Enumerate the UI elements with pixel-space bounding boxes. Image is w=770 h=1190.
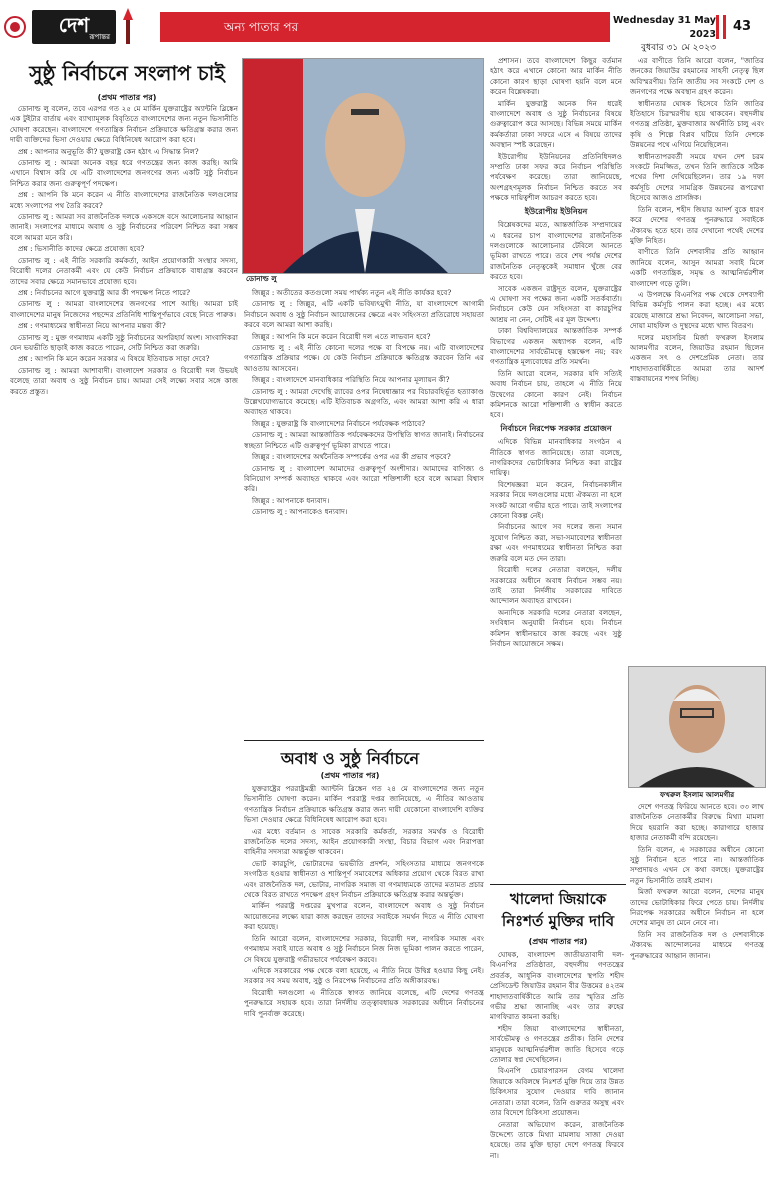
flag-circle-icon [4, 16, 26, 38]
paragraph: ডোনাল্ড লু : আমরা অনেক বছর ধরে গণতন্ত্রের জন্য কাজ করছি। আমি এখানে বিশ্বাস করি যে এটি বাংলাদেশের জনগণের জন্য একটি সুষ্ঠু নির্বাচন নিশ্চিত করার জন্য গুরুত্বপূর্ণ পদক্ষেপ। [10, 158, 238, 188]
paragraph: প্রশ্ন : আপনি কি মনে করেন সরকার এ বিষয়ে ইতিবাচক সাড়া দেবে? [18, 354, 210, 364]
article-e-body-continued [630, 802, 764, 1180]
portrait-placeholder-icon [243, 59, 483, 273]
paragraph: ঢাকা বিশ্ববিদ্যালয়ের আন্তর্জাতিক সম্পর্ক বিভাগের একজন অধ্যাপক বলেন, এটি বাংলাদেশের সার্বভৌমত্বে হস্তক্ষেপ নয়; বরং গণতান্ত্রিক মূল্যবোধের প্রতি সমর্থন। [490, 326, 622, 367]
paragraph: ডোনাল্ড লু : বাংলাদেশ আমাদের গুরুত্বপূর্ণ অংশীদার। আমাদের বাণিজ্য ও বিনিয়োগ সম্পর্ক অব্যাহত থাকবে এবং আরো শক্তিশালী হবে বলে আমরা বিশ্বাস করি। [244, 463, 484, 494]
paragraph: ডোনাল্ড লু : আপনাকেও ধন্যবাদ। [252, 507, 348, 517]
article-c-subhead: (প্রথম পাতার পর) [528, 937, 588, 946]
paragraph: ঘোষক, বাংলাদেশ জাতীয়তাবাদী দল-বিএনপির প্রতিষ্ঠাতা, বহুদলীয় গণতন্ত্রের প্রবর্তক, আধুনিক বাংলাদেশের স্থপতি শহীদ প্রেসিডেন্ট জিয়াউর রহমান বীর উত্তমের ৪২তম শাহাদাতবার্ষিকীতে আমি তার স্মৃতির প্রতি গভীর শ্রদ্ধা জানাচ্ছি এবং তার রুহের মাগফিরাত কামনা করছি। [490, 950, 624, 1022]
paragraph: প্রশ্ন : নির্বাচনের আগে যুক্তরাষ্ট্র আর কী পদক্ষেপ নিতে পারে? [18, 287, 190, 297]
portrait-placeholder-icon [629, 667, 765, 787]
article-b-body [244, 784, 484, 1180]
paragraph: প্রশ্ন : আপনার অনুভূতি কী? যুক্তরাষ্ট্র কেন হঠাৎ এ সিদ্ধান্ত নিল? [18, 146, 199, 156]
article-b-subhead: (প্রথম পাতার পর) [320, 771, 380, 780]
paragraph: ডোনাল্ড লু : আমরা বাংলাদেশের জনগণের পাশে আছি। আমরা চাই বাংলাদেশের মানুষ নিজেদের পছন্দের প্রতিনিধি শান্তিপূর্ণভাবে বেছে নিতে পারুক। [10, 299, 238, 319]
paragraph: বিএনপি চেয়ারপারসন বেগম খালেদা জিয়াকে অবিলম্বে নিঃশর্ত মুক্তি দিয়ে তার উন্নত চিকিৎসার সুযোগ দেওয়ার দাবি জানান নেতারা। তারা বলেন, তিনি গুরুতর অসুস্থ এবং তার বিদেশে চিকিৎসা প্রয়োজন। [490, 1066, 624, 1118]
paragraph: এদিকে সরকারের পক্ষ থেকে বলা হয়েছে, এ নীতি নিয়ে উদ্বিগ্ন হওয়ার কিছু নেই। সরকার সব সময় অবাধ, সুষ্ঠু ও নিরপেক্ষ নির্বাচনের প্রতি অঙ্গীকারবদ্ধ। [244, 965, 484, 986]
photo-caption-fakhrul: ফখরুল ইসলাম আলমগীর [660, 790, 735, 799]
newspaper-logo[interactable] [32, 10, 116, 44]
paragraph: ইউরোপীয় ইউনিয়নের প্রতিনিধিদলও সম্প্রতি ঢাকা সফর করে নির্বাচন পরিস্থিতি পর্যবেক্ষণ করেছে। তারা জানিয়েছে, অংশগ্রহণমূলক নির্বাচন নিশ্চিত করতে সব পক্ষকে দায়িত্বশীল আচরণ করতে হবে। [490, 151, 622, 203]
photo-caption-donald-lu: ডোনাল্ড লু [246, 274, 277, 283]
paragraph: বিশেষজ্ঞরা মনে করেন, নির্বাচনকালীন সরকার নিয়ে দলগুলোর মধ্যে ঐকমত্য না হলে সংকট আরো গভীর হতে পারে। তাই সংলাপের কোনো বিকল্প নেই। [490, 479, 622, 521]
paragraph: জিল্লুর : বাংলাদেশে মানবাধিকার পরিস্থিতি নিয়ে আপনার মূল্যায়ন কী? [252, 375, 450, 385]
paragraph: স্বাধীনতার ঘোষক হিসেবে তিনি জাতির ইতিহাসে চিরস্মরণীয় হয়ে থাকবেন। বহুদলীয় গণতন্ত্র প্রতিষ্ঠা, মুক্তবাজার অর্থনীতি চালু এবং কৃষি ও শিল্পে বিপ্লব ঘটিয়ে তিনি দেশকে উন্নয়নের পথে এগিয়ে নিয়েছিলেন। [630, 98, 764, 150]
paragraph: যুক্তরাষ্ট্রের পররাষ্ট্রমন্ত্রী অ্যান্টনি ব্লিঙ্কেন গত ২৪ মে বাংলাদেশের জন্য নতুন ভিসানীতি ঘোষণা করেন। মার্কিন পররাষ্ট্র দপ্তর জানিয়েছে, এ নীতির আওতায় গণতান্ত্রিক নির্বাচন প্রক্রিয়াকে ক্ষতিগ্রস্ত করার জন্য দায়ী যেকোনো বাংলাদেশি ব্যক্তির ভিসা দেওয়ার ক্ষেত্রে বিধিনিষেধ আরোপ করা হবে। [244, 784, 484, 825]
paragraph: ডোনাল্ড লু : এই নীতি কোনো দলের পক্ষে বা বিপক্ষে নয়। এটি বাংলাদেশের গণতান্ত্রিক প্রক্রিয়ার পক্ষে। যে কেউ নির্বাচন প্রক্রিয়াকে ক্ষতিগ্রস্ত করবেন তিনি এর আওতায় আসবেন। [244, 343, 484, 373]
paragraph: বাণীতে তিনি দেশবাসীর প্রতি আহ্বান জানিয়ে বলেন, আসুন আমরা সবাই মিলে একটি গণতান্ত্রিক, সমৃদ্ধ ও আত্মনির্ভরশীল বাংলাদেশ গড়ে তুলি। [630, 247, 764, 288]
article-c-headline-line1: খালেদা জিয়াকে [509, 890, 607, 908]
paragraph: ডোনাল্ড লু : আমরা সব রাজনৈতিক দলকে একসঙ্গে বসে আলোচনার আহ্বান জানাই। সংলাপের মাধ্যমে অবাধ ও সুষ্ঠু নির্বাচনের পরিবেশ নিশ্চিত করা সম্ভব বলে আমরা মনে করি। [10, 212, 238, 242]
paragraph: ডোনাল্ড লু বলেন, তবে এরপর গত ২৫ মে মার্কিন যুক্তরাষ্ট্রের অ্যান্টনি ব্লিঙ্কেন এক টুইটার বার্তায় এবং ব্যাখ্যামূলক বিবৃতিতে বাংলাদেশের জন্য নতুন ভিসানীতি ঘোষণা করেছেন। বাংলাদেশে গণতান্ত্রিক নির্বাচন প্রক্রিয়াকে ক্ষতিগ্রস্ত করার জন্য দায়ী ব্যক্তিদের ভিসা দেওয়ার ক্ষেত্রে বিধিনিষেধ আরোপ করা হবে। [10, 104, 238, 145]
page-marker-icon [716, 15, 726, 39]
article-a-column-1 [10, 104, 238, 1180]
fakhrul-islam-alamgir-photo [628, 666, 766, 788]
donald-lu-photo [242, 58, 484, 274]
paragraph: ডোনাল্ড লু : এই নীতি সরকারি কর্মকর্তা, আইন প্রয়োগকারী সংস্থার সদস্য, বিরোধী দলের নেতাকর্মী এবং যে কেউ নির্বাচন প্রক্রিয়াকে বাধাগ্রস্ত করবেন তাদের সবার ক্ষেত্রে সমানভাবে প্রযোজ্য হবে। [10, 255, 238, 286]
article-a-headline: সুষ্ঠু নির্বাচনে সংলাপ চাই [29, 61, 225, 85]
paragraph: স্বাধীনতাপরবর্তী সময়ে যখন দেশ চরম সংকটে নিমজ্জিত, তখন তিনি জাতিকে সঠিক পথের দিশা দেখিয়েছিলেন। তার ১৯ দফা কর্মসূচি দেশের সামগ্রিক উন্নয়নের রূপরেখা হিসেবে আজও প্রাসঙ্গিক। [630, 151, 764, 203]
paragraph: প্রশ্ন : ভিসানীতি কাদের ক্ষেত্রে প্রযোজ্য হবে? [18, 244, 145, 254]
divider [244, 740, 484, 741]
section-heading-eu: ইউরোপীয় ইউনিয়ন [524, 206, 588, 216]
paragraph: জিল্লুর : বাংলাদেশের অর্থনৈতিক সম্পর্কের ওপর এর কী প্রভাব পড়বে? [252, 452, 451, 462]
paragraph: তিনি আরো বলেন, সরকার যদি সত্যিই অবাধ নির্বাচন চায়, তাহলে এ নীতি নিয়ে উদ্বেগের কোনো কারণ নেই। নির্বাচন কমিশনকে আরো শক্তিশালী ও স্বাধীন করতে হবে। [490, 368, 622, 420]
paragraph: অন্যদিকে সরকারি দলের নেতারা বলছেন, সংবিধান অনুযায়ী নির্বাচন হবে। নির্বাচন কমিশন স্বাধীনভাবে কাজ করছে এবং সুষ্ঠু নির্বাচন আয়োজনে সক্ষম। [490, 607, 622, 648]
section-band-label: অন্য পাতার পর [224, 20, 299, 34]
article-c-body [490, 950, 624, 1180]
paragraph: নির্বাচনের আগে সব দলের জন্য সমান সুযোগ নিশ্চিত করা, সভা-সমাবেশের স্বাধীনতা রক্ষা এবং গণমাধ্যমের স্বাধীনতা নিশ্চিত করা জরুরি বলে মত দেন তারা। [490, 522, 622, 563]
paragraph: জিল্লুর : আপনি কি মনে করেন বিরোধী দল এতে লাভবান হবে? [252, 331, 431, 341]
issue-date-bangla: বুধবার ৩১ মে ২০২৩ [641, 43, 716, 53]
paragraph: প্রশাসন। তবে বাংলাদেশে কিছুর বর্তমান হঠাৎ করে এখানে কোনো আর মার্কিন নীতি কোনো কারণ ছাড়া ঘোষণা হয়নি বলে মনে করেন বিশ্লেষকরা। [490, 56, 622, 97]
divider [490, 884, 626, 885]
article-a-column-2 [244, 288, 484, 736]
paragraph: বিরোধী দলের নেতারা বলছেন, দলীয় সরকারের অধীনে অবাধ নির্বাচন সম্ভব নয়। তাই তারা নির্দলীয় সরকারের দাবিতে আন্দোলন অব্যাহত রাখবেন। [490, 565, 622, 606]
paragraph: প্রশ্ন : আপনি কি মনে করেন এ নীতি বাংলাদেশের রাজনৈতিক দলগুলোর মধ্যে সংলাপের পথ তৈরি করবে? [10, 190, 238, 210]
issue-date-english: Wednesday 31 May 2023 [613, 15, 716, 40]
paragraph: এ উপলক্ষে বিএনপির পক্ষ থেকে দেশব্যাপী বিভিন্ন কর্মসূচি পালন করা হচ্ছে। এর মধ্যে রয়েছে মাজারে শ্রদ্ধা নিবেদন, আলোচনা সভা, দোয়া মাহফিল ও দুস্থদের মধ্যে খাদ্য বিতরণ। [630, 289, 764, 331]
paragraph: তিনি সব রাজনৈতিক দল ও দেশবাসীকে ঐক্যবদ্ধ আন্দোলনের মাধ্যমে গণতন্ত্র পুনরুদ্ধারের আহ্বান জানান। [630, 929, 764, 960]
paragraph: সাবেক একজন রাষ্ট্রদূত বলেন, যুক্তরাষ্ট্রের এ ঘোষণা সব পক্ষের জন্য একটি সতর্কবার্তা। নির্বাচনে কেউ যেন সহিংসতা বা কারচুপির আশ্রয় না নেন, সেটিই এর মূল উদ্দেশ্য। [490, 283, 622, 324]
paragraph: ডোনাল্ড লু : আমরা আন্তর্জাতিক পর্যবেক্ষকদের উপস্থিতি স্বাগত জানাই। নির্বাচনের স্বচ্ছতা নিশ্চিতে এটি গুরুত্বপূর্ণ ভূমিকা রাখতে পারে। [244, 430, 484, 450]
torch-icon [120, 6, 136, 46]
issue-date [610, 12, 720, 53]
paragraph: বিশ্লেষকদের মতে, আন্তর্জাতিক সম্প্রদায়ের এ ধরনের চাপ বাংলাদেশের রাজনৈতিক দলগুলোকে আলোচনার টেবিলে আনতে ভূমিকা রাখতে পারে। তবে শেষ পর্যন্ত দেশের রাজনৈতিক নেতৃত্বকেই সমাধান খুঁজে বের করতে হবে। [490, 220, 622, 282]
paragraph: ডোনাল্ড লু : জিল্লুর, এটি একটি ভবিষ্যৎমুখী নীতি, যা বাংলাদেশে আগামী নির্বাচনে অবাধ ও সুষ্ঠু নির্বাচন আয়োজনের ক্ষেত্রে এবং সহিংসতা প্রতিরোধে সহায়তা করবে বলে আমরা আশা করছি। [244, 299, 484, 330]
page-number: 43 [732, 19, 752, 34]
paragraph: তিনি বলেন, শহীদ জিয়ার আদর্শ বুকে ধারণ করে দেশের গণতন্ত্র পুনরুদ্ধারে সবাইকে ঐক্যবদ্ধ হতে হবে। তার দেখানো পথেই দেশের মুক্তি নিহিত। [630, 204, 764, 245]
paragraph: এর বাণীতে তিনি আরো বলেন, "জাতির জনকের জিয়াউর রহমানের সাহসী নেতৃত্ব ছিল অবিস্মরণীয়। তিনি জাতীয় সব সংকটে দেশ ও জনগণের পক্ষে অবস্থান গ্রহণ করেন। [630, 56, 764, 97]
paragraph: জিল্লুর : অতীতের কতগুলো সময় পার্থক্য নতুন এই নীতি কার্যকর হবে? [252, 288, 452, 297]
paragraph: মির্জা ফখরুল আরো বলেন, দেশের মানুষ তাদের ভোটাধিকার ফিরে পেতে চায়। নির্দলীয় নিরপেক্ষ সরকারের অধীনে নির্বাচন না হলে দেশের মানুষ তা মেনে নেবে না। [630, 887, 764, 928]
paragraph: ডোনাল্ড লু : আমরা দেখেছি র‍্যাবের ওপর নিষেধাজ্ঞার পর বিচারবহির্ভূত হত্যাকাণ্ড উল্লেখযোগ্যভাবে কমেছে। এটি ইতিবাচক অগ্রগতি, এবং আমরা আশা করি এ ধারা অব্যাহত থাকবে। [244, 386, 484, 417]
paragraph: ডোনাল্ড লু : মুক্ত গণমাধ্যম একটি সুষ্ঠু নির্বাচনের অপরিহার্য অংশ। সাংবাদিকরা যেন ভয়ভীতি ছাড়াই কাজ করতে পারেন, সেটি নিশ্চিত করা জরুরি। [10, 332, 238, 352]
paragraph: বিরোধী দলগুলো এ নীতিকে স্বাগত জানিয়ে বলেছে, এটি দেশের গণতন্ত্র পুনরুদ্ধারে সহায়ক হবে। তারা নির্দলীয় তত্ত্বাবধায়ক সরকারের অধীনে নির্বাচনের দাবি পুনর্ব্যক্ত করেছে। [244, 987, 484, 1018]
paragraph: জিল্লুর : আপনাকে ধন্যবাদ। [252, 495, 330, 505]
paragraph: মার্কিন পররাষ্ট্র দপ্তরের মুখপাত্র বলেন, বাংলাদেশে অবাধ ও সুষ্ঠু নির্বাচন আয়োজনের লক্ষ্যে যারা কাজ করছেন তাদের সবাইকে সমর্থন দিতে এ নীতি ঘোষণা করা হয়েছে। [244, 901, 484, 932]
paragraph: মার্কিন যুক্তরাষ্ট্র অনেক দিন ধরেই বাংলাদেশে অবাধ ও সুষ্ঠু নির্বাচনের বিষয়ে গুরুত্বারোপ করে আসছে। বিভিন্ন সময়ে মার্কিন কর্মকর্তারা ঢাকা সফরে এসে এ বিষয়ে তাদের অবস্থান স্পষ্ট করেছেন। [490, 98, 622, 150]
paragraph: নেতারা অভিযোগ করেন, রাজনৈতিক উদ্দেশ্যে তাকে মিথ্যা মামলায় সাজা দেওয়া হয়েছে। তার মুক্তি ছাড়া দেশে গণতন্ত্র ফিরবে না। [490, 1119, 624, 1160]
paragraph: তিনি আরো বলেন, বাংলাদেশের সরকার, বিরোধী দল, নাগরিক সমাজ এবং গণমাধ্যম সবাই যাতে অবাধ ও সুষ্ঠু নির্বাচনে নিজ নিজ ভূমিকা পালন করতে পারেন, সে বিষয়ে যুক্তরাষ্ট্র গভীরভাবে পর্যবেক্ষণ করবে। [244, 933, 484, 964]
article-a-subhead: (প্রথম পাতার পর) [97, 93, 157, 102]
article-c-headline-line2: নিঃশর্ত মুক্তির দাবি [501, 912, 615, 930]
logo-text: দেশ [58, 12, 90, 37]
paragraph: তিনি বলেন, এ সরকারের অধীনে কোনো সুষ্ঠু নির্বাচন হতে পারে না। আন্তর্জাতিক সম্প্রদায়ও এখন সে কথা বলছে। যুক্তরাষ্ট্রের নতুন ভিসানীতি তারই প্রমাণ। [630, 844, 764, 885]
logo-subtext: রূপান্তর [89, 33, 110, 41]
paragraph: শহীদ জিয়া বাংলাদেশের স্বাধীনতা, সার্বভৌমত্ব ও গণতন্ত্রের প্রতীক। তিনি দেশের মানুষকে আত্মনির্ভরশীল জাতি হিসেবে গড়ে তোলার স্বপ্ন দেখেছিলেন। [490, 1023, 624, 1065]
section-band [160, 12, 610, 42]
article-b-headline: অবাধ ও সুষ্ঠু নির্বাচনে [280, 749, 420, 768]
paragraph: প্রশ্ন : গণমাধ্যমের স্বাধীনতা নিয়ে আপনার মন্তব্য কী? [18, 321, 166, 331]
paragraph: দলের মহাসচিব মির্জা ফখরুল ইসলাম আলমগীর বলেন, জিয়াউর রহমান ছিলেন একজন সৎ ও দেশপ্রেমিক নেতা। তার শাহাদাতবার্ষিকীতে আমরা তার আদর্শ বাস্তবায়নের শপথ নিচ্ছি। [630, 332, 764, 384]
paragraph: দেশে গণতন্ত্র ফিরিয়ে আনতে হবে। ৩৩ লাখ রাজনৈতিক নেতাকর্মীর বিরুদ্ধে মিথ্যা মামলা দিয়ে হয়রানি করা হচ্ছে। কারাগারে হাজার হাজার নেতাকর্মী বন্দি রয়েছেন। [630, 802, 764, 843]
paragraph: ভোট কারচুপি, ভোটারদের ভয়ভীতি প্রদর্শন, সহিংসতার মাধ্যমে জনগণকে সংগঠিত হওয়ার স্বাধীনতা ও শান্তিপূর্ণ সমাবেশের অধিকার প্রয়োগ থেকে বিরত রাখা এবং রাজনৈতিক দল, ভোটার, নাগরিক সমাজ বা গণমাধ্যমকে তাদের মতামত প্রচার থেকে বিরত রাখতে পদক্ষেপ গ্রহণ নির্বাচন প্রক্রিয়াকে ক্ষতিগ্রস্ত করার অন্তর্ভুক্ত। [244, 858, 484, 900]
paragraph: এদিকে বিভিন্ন মানবাধিকার সংগঠন এ নীতিকে স্বাগত জানিয়েছে। তারা বলেছে, নাগরিকদের ভোটাধিকার নিশ্চিত করা রাষ্ট্রের দায়িত্ব। [490, 437, 622, 478]
paragraph: ডোনাল্ড লু : আমরা আশাবাদী। বাংলাদেশ সরকার ও বিরোধী দল উভয়ই বলেছে তারা অবাধ ও সুষ্ঠু নির্বাচন চায়। আমরা সেই লক্ষ্যে সবার সঙ্গে কাজ করতে প্রস্তুত। [10, 365, 238, 396]
section-heading-neutral-govt: নির্বাচনে নিরপেক্ষ সরকার প্রয়োজন [500, 423, 612, 433]
paragraph: জিল্লুর : যুক্তরাষ্ট্র কি বাংলাদেশের নির্বাচনে পর্যবেক্ষক পাঠাবে? [252, 418, 426, 428]
paragraph: এর মধ্যে বর্তমান ও সাবেক সরকারি কর্মকর্তা, সরকার সমর্থক ও বিরোধী রাজনৈতিক দলের সদস্য, আইন প্রয়োগকারী সংস্থা, বিচার বিভাগ এবং নিরাপত্তা বাহিনীর সদস্যরা অন্তর্ভুক্ত থাকবেন। [244, 826, 484, 857]
article-c-headline [490, 888, 626, 932]
masthead [0, 0, 770, 53]
article-e-body [630, 56, 764, 662]
article-d-body [490, 56, 622, 886]
